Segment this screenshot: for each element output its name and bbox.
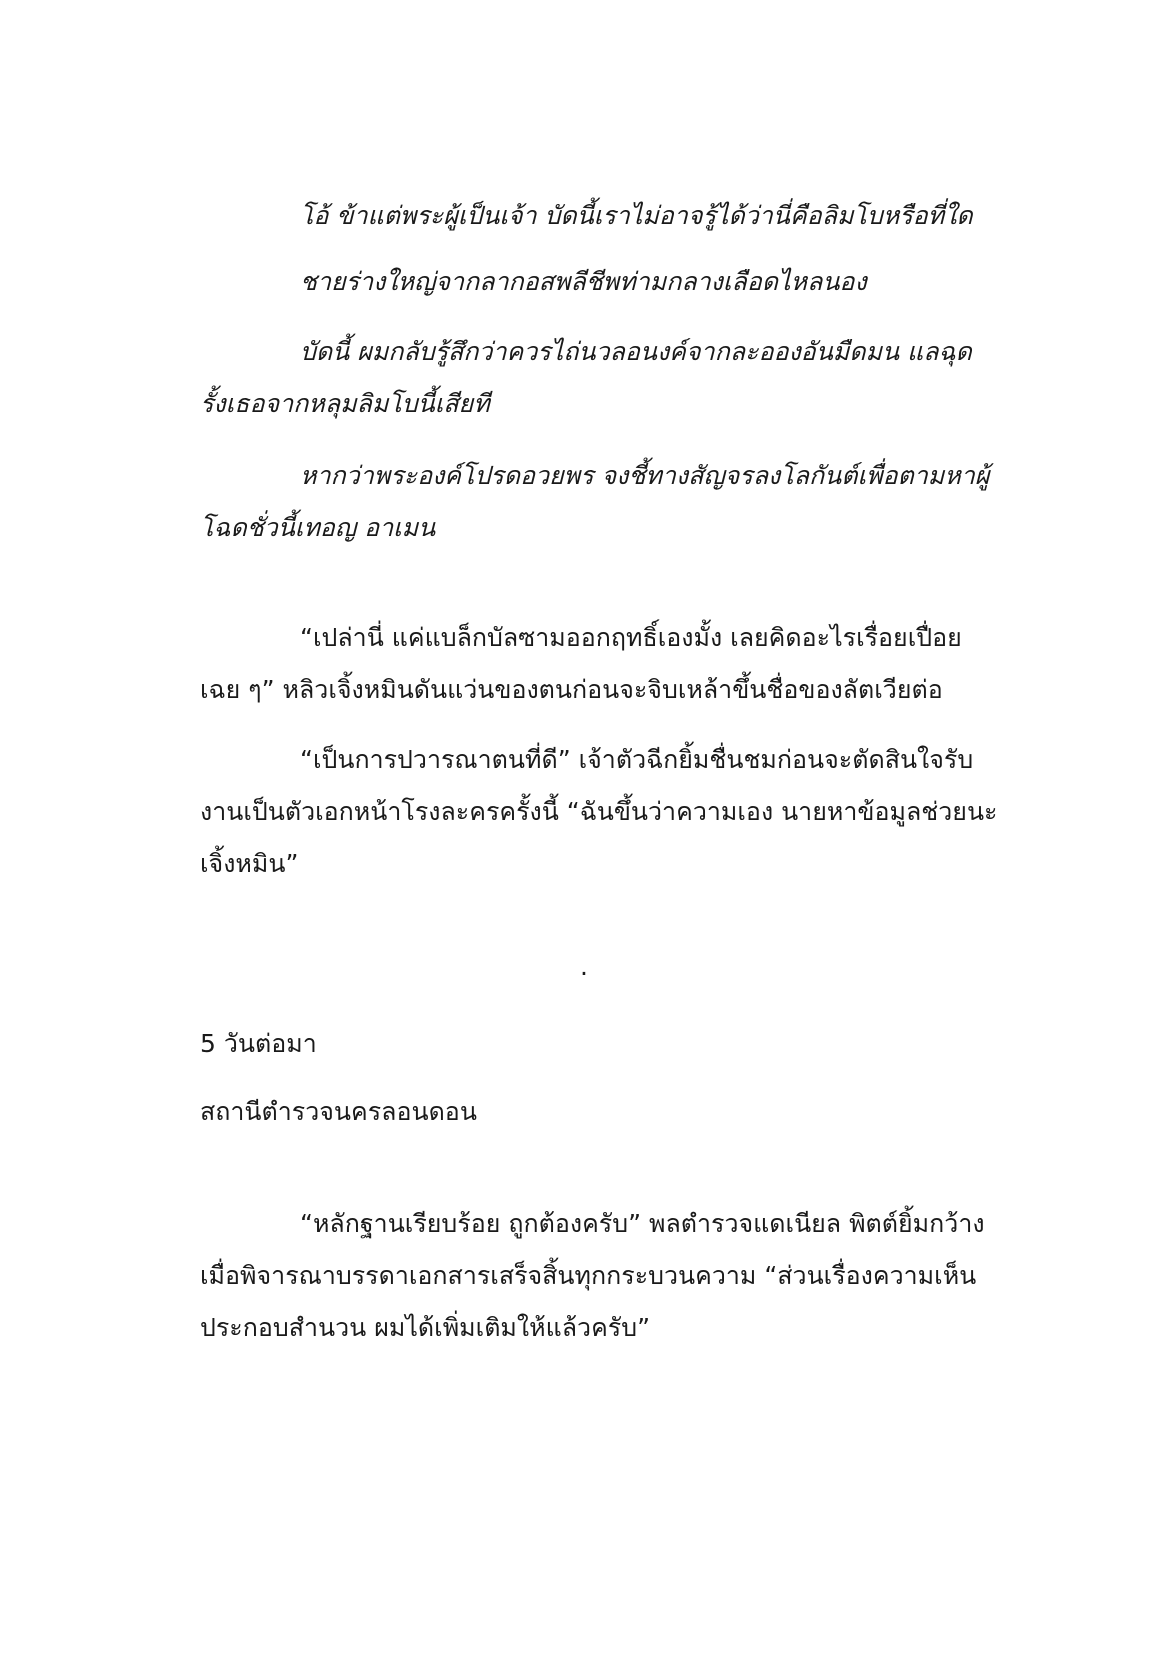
closing-paragraph: [200, 1198, 985, 1354]
text-line: บัดนี้ ผมกลับรู้สึกว่าควรไถ่นวลอนงค์จากละอองอันมืดมน แลฉุด: [300, 337, 972, 366]
text-line: เจิ้งหมิน”: [200, 849, 299, 878]
text-line: 5 วันต่อมา: [200, 1029, 317, 1058]
text-line: หากว่าพระองค์โปรดอวยพร จงชี้ทางสัญจรลงโลกันต์เพื่อตามหาผู้: [300, 461, 990, 490]
prayer-paragraph: [200, 326, 970, 430]
text-line: โอ้ ข้าแต่พระผู้เป็นเจ้า บัดนี้เราไม่อาจรู้ได้ว่านี่คือลิมโบหรือที่ใด: [300, 201, 973, 230]
text-line: โฉดชั่วนี้เทอญ อาเมน: [200, 513, 436, 542]
prayer-paragraph: [200, 256, 970, 308]
dialogue-paragraph: [200, 734, 998, 890]
text-line: เฉย ๆ” หลิวเจิ้งหมินดันแว่นของตนก่อนจะจิบเหล้าขึ้นชื่อของลัตเวียต่อ: [200, 675, 943, 704]
scene-time: [200, 1018, 970, 1070]
scene-break: .: [580, 952, 588, 981]
prayer-paragraph: [200, 190, 973, 242]
text-line: ประกอบสำนวน ผมได้เพิ่มเติมให้แล้วครับ”: [200, 1313, 651, 1342]
text-line: ชายร่างใหญ่จากลากอสพลีชีพท่ามกลางเลือดไหลนอง: [300, 267, 867, 296]
dialogue-paragraph: [200, 612, 970, 716]
prayer-paragraph: [200, 450, 990, 554]
text-line: “เปล่านี่ แค่แบล็กบัลซามออกฤทธิ์เองมั้ง เลยคิดอะไรเรื่อยเปื่อย: [300, 623, 962, 652]
text-line: งานเป็นตัวเอกหน้าโรงละครครั้งนี้ “ฉันขึ้นว่าความเอง นายหาข้อมูลช่วยนะ: [200, 797, 998, 826]
text-line: เมื่อพิจารณาบรรดาเอกสารเสร็จสิ้นทุกกระบวนความ “ส่วนเรื่องความเห็น: [200, 1261, 977, 1290]
text-line: “หลักฐานเรียบร้อย ถูกต้องครับ” พลตำรวจแดเนียล พิตต์ยิ้มกว้าง: [300, 1209, 985, 1238]
text-line: รั้งเธอจากหลุมลิมโบนี้เสียที: [200, 389, 490, 418]
scene-place: [200, 1086, 970, 1138]
text-line: สถานีตำรวจนครลอนดอน: [200, 1097, 477, 1126]
text-line: “เป็นการปวารณาตนที่ดี” เจ้าตัวฉีกยิ้มชื่นชมก่อนจะตัดสินใจรับ: [300, 745, 974, 774]
